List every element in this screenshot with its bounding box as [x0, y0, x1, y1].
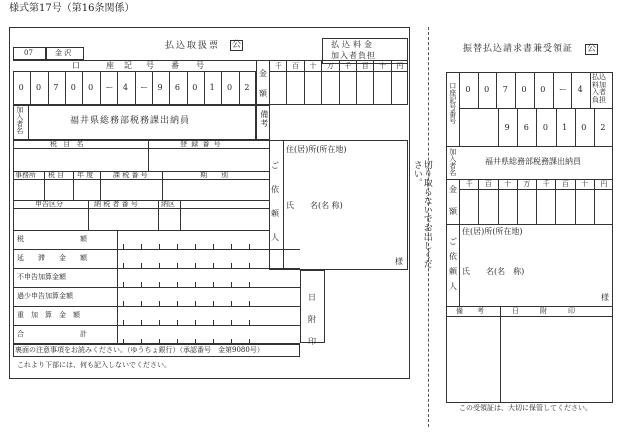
account-digit-divider: [221, 71, 222, 105]
tax-row-line: [13, 268, 300, 269]
receipt-digit: 2: [600, 123, 606, 132]
tax-tick: [249, 244, 250, 249]
receipt-amount-divider: [575, 179, 576, 224]
tax-row-line: [13, 287, 300, 288]
tax-tick: [249, 263, 250, 268]
receipt-digit-divider: [534, 72, 535, 108]
receipt-box: [446, 72, 613, 403]
tax-row-label: 過少申告加算金額: [17, 292, 73, 300]
receipt-digit: 0: [484, 85, 490, 94]
receipt-amount-unit: 十: [581, 180, 589, 188]
tax-tick: [177, 244, 178, 249]
tax-row-label: 税 額: [17, 235, 87, 243]
gaku-label: 額: [259, 89, 267, 98]
tax-tick: [213, 244, 214, 249]
receipt-shimei: 氏 名(名 称): [462, 267, 525, 276]
receipt-digit-divider: [515, 72, 516, 108]
account-digit: ー: [105, 83, 114, 92]
account-digit-divider: [239, 71, 240, 105]
account-digit-divider: [117, 71, 118, 105]
tax-tick: [123, 320, 124, 325]
receipt-irainin-3: 頼: [449, 267, 457, 276]
receipt-jusho: 住(居)所(所在地): [462, 227, 523, 236]
tax-tick: [195, 263, 196, 268]
tax-tick: [195, 301, 196, 306]
tax-row-label: 不申告加算金額: [17, 273, 66, 281]
receipt-digit: 7: [502, 85, 508, 94]
tax-tick: [123, 263, 124, 268]
amount-divider: [339, 60, 340, 105]
date-stamp-box: [300, 270, 325, 343]
receipt-digit-divider: [571, 72, 572, 108]
account-digit-divider: [152, 71, 153, 105]
receipt-sama: 様: [601, 293, 609, 302]
tax-tick: [249, 301, 250, 306]
account-digit-divider: [65, 71, 66, 105]
acct-h-6: 号: [196, 61, 204, 70]
reverse-notice: 裏面の注意事項をお読みください。（ゆうちょ銀行）（承認番号 金第9080号）: [15, 346, 264, 354]
account-digit-divider: [187, 71, 188, 105]
receipt-fee-label: 払込料加入者負担: [592, 73, 606, 105]
shinkoku-label: 申告区分: [35, 200, 63, 208]
tax-tick: [123, 244, 124, 249]
receipt-amount-divider: [517, 179, 518, 224]
tax-tick: [213, 301, 214, 306]
tax-tick: [159, 320, 160, 325]
zei-label: 税 目 名: [50, 140, 86, 148]
tax-tick: [177, 301, 178, 306]
amount-divider: [321, 60, 322, 105]
account-digit-divider: [30, 71, 31, 105]
kanyusha-name: 福井県総務部税務課出納員: [70, 116, 191, 126]
irainin-1: ご: [271, 161, 279, 170]
sama-label: 様: [395, 257, 403, 266]
receipt-ko-mark: 公: [587, 44, 597, 54]
amount-unit: 円: [396, 62, 404, 70]
receipt-digit-divider: [536, 108, 537, 146]
receipt-digit: 0: [581, 123, 587, 132]
receipt-amount-divider: [594, 179, 595, 224]
receipt-digit-divider: [478, 72, 479, 108]
tax-tick: [195, 320, 196, 325]
amount-divider: [286, 60, 287, 105]
amount-unit: 万: [326, 62, 334, 70]
receipt-amount-divider: [555, 179, 556, 224]
tax-tick: [123, 282, 124, 287]
account-digit: 0: [18, 83, 24, 92]
amount-divider: [391, 60, 392, 105]
receipt-amount-unit: 千: [542, 180, 550, 188]
tax-tick: [159, 301, 160, 306]
account-digit-divider: [204, 71, 205, 105]
kazei-label: 課 税 番 号: [113, 171, 148, 179]
jimusho-label: 事務所: [15, 171, 36, 179]
receipt-amount-divider: [478, 179, 479, 224]
tax-row-line: [13, 306, 300, 307]
tax-row-label: 延 滞 金 額: [17, 254, 87, 262]
receipt-digit-divider: [594, 108, 595, 146]
acct-h-4: 号: [146, 61, 154, 70]
amount-divider: [304, 60, 305, 105]
tax-tick: [231, 282, 232, 287]
receipt-digit-divider: [517, 108, 518, 146]
kanyusha-label: 加入者名: [15, 106, 24, 134]
form-number: 様式第17号（第16条関係）: [9, 3, 135, 14]
tax-tick: [159, 244, 160, 249]
tax-tick: [231, 301, 232, 306]
receipt-kanyusha-name: 福井県総務部税務課出納員: [485, 157, 581, 166]
toroku-label: 登 録 番 号: [180, 140, 222, 148]
tax-tick: [231, 263, 232, 268]
tax-tick: [159, 263, 160, 268]
receipt-amount-unit: 十: [504, 180, 512, 188]
stamp-1: 日: [308, 293, 316, 302]
tax-tick: [141, 301, 142, 306]
receipt-digit-divider: [556, 108, 557, 146]
acct-h-3: 記: [124, 61, 132, 70]
receipt-amount-unit: 百: [561, 180, 569, 188]
receipt-digit: 0: [542, 123, 548, 132]
receipt-digit: 9: [504, 123, 510, 132]
receipt-title: 振替払込請求書兼受領証: [463, 44, 574, 54]
receipt-irainin-1: ご: [449, 237, 457, 246]
kinshiki: 金 沢: [55, 49, 72, 57]
receipt-digit: 4: [577, 85, 583, 94]
fee-label-2: 加入者負担: [331, 51, 376, 60]
biko-label: 備考: [259, 110, 269, 128]
amount-unit: 十: [309, 62, 317, 70]
receipt-amount-unit: 千: [465, 180, 473, 188]
tax-tick: [141, 263, 142, 268]
receipt-gaku: 額: [449, 207, 457, 216]
tax-tick: [177, 320, 178, 325]
receipt-kin: 金: [449, 185, 457, 194]
account-digit: 7: [53, 83, 59, 92]
account-digit-divider: [48, 71, 49, 105]
account-digit: ー: [140, 83, 149, 92]
amount-unit: 十: [378, 62, 386, 70]
jusho-label: 住(居)所(所在地): [286, 145, 347, 154]
account-digit: 4: [122, 83, 128, 92]
receipt-digit: 0: [521, 85, 527, 94]
nozeisha-label: 納 税 者 番 号: [94, 200, 138, 208]
receipt-amount-divider: [536, 179, 537, 224]
zeimoku-label: 税 目: [48, 171, 65, 179]
no-write-notice: これより下部には、何も記入しないでください。: [17, 361, 171, 369]
account-digit: 0: [226, 83, 233, 92]
tax-tick: [141, 282, 142, 287]
ko-mark: 公: [232, 40, 242, 50]
receipt-hizuke: 日 附 印: [512, 307, 575, 315]
tax-tick: [177, 263, 178, 268]
irainin-4: 人: [271, 233, 279, 242]
account-digit: 0: [192, 83, 198, 92]
receipt-digit-divider: [553, 72, 554, 108]
amount-divider: [373, 60, 374, 105]
tax-tick: [213, 282, 214, 287]
account-digit-divider: [135, 71, 136, 105]
account-digit-divider: [100, 71, 101, 105]
tax-divider: [117, 230, 118, 343]
account-digit: 1: [209, 83, 215, 92]
tax-row-label: 重 加 算 金 額: [17, 311, 80, 319]
receipt-amount-divider: [498, 179, 499, 224]
receipt-biko: 備 考: [456, 307, 484, 315]
kin-label: 金: [259, 69, 267, 78]
receipt-digit-divider: [498, 108, 499, 146]
tax-tick: [213, 320, 214, 325]
acct-h-2: 座: [106, 61, 114, 70]
prefix-number: 07: [24, 49, 33, 57]
receipt-digit: ー: [558, 85, 567, 94]
receipt-digit-divider: [496, 72, 497, 108]
receipt-kanyusha-label: 加入者名: [448, 148, 457, 176]
receipt-keep-notice: この受領証は、大切に保管してください。: [459, 404, 592, 412]
receipt-amount-unit: 百: [484, 180, 492, 188]
fee-label-1: 払込料金: [331, 40, 375, 49]
tax-row-label: 合 計: [17, 330, 87, 338]
amount-unit: 百: [292, 62, 300, 70]
tax-row-line: [13, 325, 300, 326]
amount-unit: 千: [344, 62, 352, 70]
receipt-amount-unit: 円: [600, 180, 608, 188]
amount-unit: 百: [361, 62, 369, 70]
account-digit-divider: [82, 71, 83, 105]
receipt-irainin-4: 人: [449, 282, 457, 291]
tax-tick: [123, 301, 124, 306]
shiku-label: 納区: [161, 200, 175, 208]
account-digit-divider: [169, 71, 170, 105]
receipt-digit: 0: [540, 85, 546, 94]
irainin-2: 依: [271, 185, 279, 194]
tax-row-line: [13, 249, 300, 250]
tax-tick: [249, 282, 250, 287]
account-digit: 6: [174, 83, 180, 92]
shimei-label: 氏 名(名 称): [286, 201, 343, 210]
account-digit: 0: [88, 83, 94, 92]
receipt-amount-divider: [459, 179, 460, 224]
acct-h-5: 番: [171, 61, 179, 70]
tax-tick: [177, 282, 178, 287]
account-digit: 0: [36, 83, 42, 92]
receipt-digit-divider: [575, 108, 576, 146]
tax-tick: [195, 244, 196, 249]
receipt-account-label: 口座記号番号: [448, 82, 457, 124]
amount-divider: [356, 60, 357, 105]
receipt-irainin-2: 依: [449, 252, 457, 261]
irainin-3: 頼: [271, 209, 279, 218]
account-digit: 9: [157, 83, 163, 92]
tax-tick: [141, 320, 142, 325]
account-digit: 0: [70, 83, 76, 92]
cut-notice: 切り取らないでお出しください。: [411, 160, 432, 268]
account-digit: 2: [244, 83, 250, 92]
nendo-label: 年 度: [77, 171, 94, 179]
stamp-3: 印: [308, 337, 316, 346]
tax-tick: [249, 320, 250, 325]
receipt-digit: 6: [523, 123, 529, 132]
stamp-2: 附: [308, 315, 316, 324]
receipt-digit: 1: [562, 123, 568, 132]
acct-h-1: 口: [72, 61, 80, 70]
kibetsu-label: 期 別: [200, 171, 228, 179]
tax-tick: [141, 244, 142, 249]
tax-tick: [231, 244, 232, 249]
slip-title: 払込取扱票: [165, 41, 221, 51]
tax-tick: [159, 282, 160, 287]
receipt-digit: 0: [465, 85, 471, 94]
tax-tick: [213, 263, 214, 268]
amount-unit: 千: [274, 62, 282, 70]
tax-tick: [195, 282, 196, 287]
receipt-amount-unit: 万: [523, 180, 531, 188]
tax-tick: [231, 320, 232, 325]
